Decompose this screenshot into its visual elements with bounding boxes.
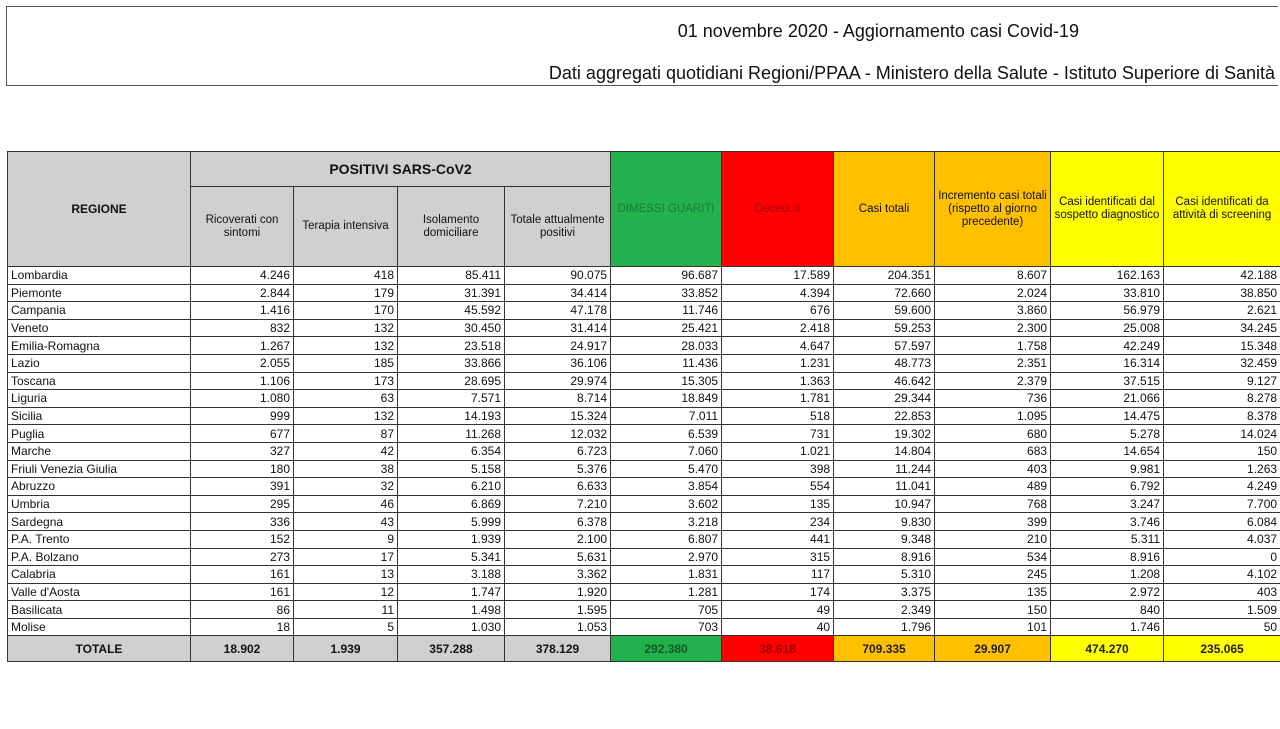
table-row — [8, 354, 1280, 372]
table-cell: 45.592 — [398, 302, 505, 320]
table-cell: 1.267 — [191, 337, 294, 355]
report-header — [6, 6, 1278, 86]
table-cell: 2.300 — [935, 319, 1051, 337]
region-name: Basilicata — [8, 601, 191, 619]
table-cell: 31.391 — [398, 284, 505, 302]
table-cell: 59.600 — [834, 302, 935, 320]
table-cell: 7.011 — [611, 407, 722, 425]
table-cell: 273 — [191, 548, 294, 566]
table-cell: 18 — [191, 618, 294, 636]
region-name: Campania — [8, 302, 191, 320]
table-cell: 1.796 — [834, 618, 935, 636]
table-cell: 6.633 — [505, 478, 611, 496]
table-cell: 7.571 — [398, 390, 505, 408]
table-cell: 47.178 — [505, 302, 611, 320]
table-cell: 2.972 — [1051, 583, 1164, 601]
table-cell: 9.830 — [834, 513, 935, 531]
table-cell: 1.416 — [191, 302, 294, 320]
table-cell: 8.378 — [1164, 407, 1280, 425]
col-header-sospetto-diagnostico: Casi identificati dal sospetto diagnostico — [1051, 152, 1164, 267]
table-cell: 42.249 — [1051, 337, 1164, 355]
table-cell: 315 — [722, 548, 834, 566]
table-cell: 6.792 — [1051, 478, 1164, 496]
table-cell: 489 — [935, 478, 1051, 496]
table-cell: 3.375 — [834, 583, 935, 601]
table-cell: 554 — [722, 478, 834, 496]
region-name: Emilia-Romagna — [8, 337, 191, 355]
total-cell: 18.902 — [191, 636, 294, 662]
region-name: Sicilia — [8, 407, 191, 425]
region-name: P.A. Bolzano — [8, 548, 191, 566]
table-cell: 33.866 — [398, 354, 505, 372]
col-header-totale-positivi: Totale attualmente positivi — [505, 187, 611, 267]
table-cell: 5.631 — [505, 548, 611, 566]
table-cell: 18.849 — [611, 390, 722, 408]
table-cell: 3.362 — [505, 566, 611, 584]
total-cell: 357.288 — [398, 636, 505, 662]
table-cell: 418 — [294, 267, 398, 285]
table-cell: 3.602 — [611, 495, 722, 513]
table-cell: 3.854 — [611, 478, 722, 496]
table-cell: 42 — [294, 442, 398, 460]
table-cell: 11.436 — [611, 354, 722, 372]
table-cell: 1.746 — [1051, 618, 1164, 636]
table-cell: 6.354 — [398, 442, 505, 460]
table-cell: 0 — [1164, 548, 1280, 566]
table-cell: 38 — [294, 460, 398, 478]
region-name: Piemonte — [8, 284, 191, 302]
table-cell: 2.844 — [191, 284, 294, 302]
table-cell: 43 — [294, 513, 398, 531]
table-row — [8, 302, 1280, 320]
table-row — [8, 460, 1280, 478]
table-cell: 46 — [294, 495, 398, 513]
table-cell: 15.305 — [611, 372, 722, 390]
table-cell: 731 — [722, 425, 834, 443]
table-cell: 46.642 — [834, 372, 935, 390]
table-cell: 336 — [191, 513, 294, 531]
table-cell: 174 — [722, 583, 834, 601]
table-cell: 5.278 — [1051, 425, 1164, 443]
table-cell: 1.281 — [611, 583, 722, 601]
table-cell: 703 — [611, 618, 722, 636]
table-cell: 29.344 — [834, 390, 935, 408]
table-cell: 11.041 — [834, 478, 935, 496]
table-cell: 13 — [294, 566, 398, 584]
table-cell: 1.509 — [1164, 601, 1280, 619]
table-cell: 1.021 — [722, 442, 834, 460]
table-cell: 5.376 — [505, 460, 611, 478]
table-cell: 7.210 — [505, 495, 611, 513]
table-row — [8, 390, 1280, 408]
total-cell: 1.939 — [294, 636, 398, 662]
table-cell: 295 — [191, 495, 294, 513]
table-cell: 25.008 — [1051, 319, 1164, 337]
table-cell: 150 — [935, 601, 1051, 619]
table-cell: 16.314 — [1051, 354, 1164, 372]
region-name: Veneto — [8, 319, 191, 337]
table-cell: 1.095 — [935, 407, 1051, 425]
total-cell: 29.907 — [935, 636, 1051, 662]
table-cell: 135 — [722, 495, 834, 513]
table-cell: 117 — [722, 566, 834, 584]
report-title: 01 novembre 2020 - Aggiornamento casi Covid-19 — [677, 21, 1079, 41]
table-cell: 15.348 — [1164, 337, 1280, 355]
region-name: Sardegna — [8, 513, 191, 531]
table-cell: 17 — [294, 548, 398, 566]
table-cell: 179 — [294, 284, 398, 302]
table-cell: 1.231 — [722, 354, 834, 372]
table-cell: 33.810 — [1051, 284, 1164, 302]
region-name: Abruzzo — [8, 478, 191, 496]
table-row — [8, 284, 1280, 302]
table-cell: 1.498 — [398, 601, 505, 619]
table-cell: 234 — [722, 513, 834, 531]
table-row — [8, 372, 1280, 390]
report-subtitle: Dati aggregati quotidiani Regioni/PPAA - Ministero della Salute - Istituto Superiore di Sanità — [548, 63, 1275, 83]
table-row — [8, 601, 1280, 619]
table-cell: 6.869 — [398, 495, 505, 513]
table-cell: 245 — [935, 566, 1051, 584]
table-cell: 1.106 — [191, 372, 294, 390]
table-cell: 5.311 — [1051, 530, 1164, 548]
table-cell: 2.100 — [505, 530, 611, 548]
table-cell: 7.700 — [1164, 495, 1280, 513]
table-cell: 25.421 — [611, 319, 722, 337]
col-header-dimessi-guariti: DIMESSI GUARITI — [611, 152, 722, 267]
col-header-incremento: Incremento casi totali (rispetto al giorno precedente) — [935, 152, 1051, 267]
table-cell: 1.781 — [722, 390, 834, 408]
col-header-screening: Casi identificati da attività di screening — [1164, 152, 1280, 267]
table-cell: 10.947 — [834, 495, 935, 513]
total-cell: 235.065 — [1164, 636, 1280, 662]
table-cell: 5 — [294, 618, 398, 636]
table-cell: 85.411 — [398, 267, 505, 285]
table-cell: 5.158 — [398, 460, 505, 478]
table-cell: 210 — [935, 530, 1051, 548]
table-cell: 9 — [294, 530, 398, 548]
table-cell: 832 — [191, 319, 294, 337]
table-cell: 162.163 — [1051, 267, 1164, 285]
table-cell: 86 — [191, 601, 294, 619]
table-row — [8, 618, 1280, 636]
table-cell: 4.394 — [722, 284, 834, 302]
table-cell: 4.647 — [722, 337, 834, 355]
table-cell: 59.253 — [834, 319, 935, 337]
table-cell: 3.860 — [935, 302, 1051, 320]
table-cell: 50 — [1164, 618, 1280, 636]
table-row — [8, 442, 1280, 460]
table-cell: 48.773 — [834, 354, 935, 372]
table-cell: 17.589 — [722, 267, 834, 285]
table-cell: 736 — [935, 390, 1051, 408]
table-cell: 534 — [935, 548, 1051, 566]
table-cell: 38.850 — [1164, 284, 1280, 302]
table-cell: 8.278 — [1164, 390, 1280, 408]
col-header-casi-totali: Casi totali — [834, 152, 935, 267]
total-cell: 709.335 — [834, 636, 935, 662]
table-cell: 1.747 — [398, 583, 505, 601]
table-cell: 180 — [191, 460, 294, 478]
table-cell: 21.066 — [1051, 390, 1164, 408]
table-cell: 19.302 — [834, 425, 935, 443]
table-cell: 6.807 — [611, 530, 722, 548]
table-cell: 2.349 — [834, 601, 935, 619]
table-cell: 1.263 — [1164, 460, 1280, 478]
col-header-regione: REGIONE — [8, 152, 191, 267]
table-cell: 3.247 — [1051, 495, 1164, 513]
table-cell: 42.188 — [1164, 267, 1280, 285]
table-cell: 72.660 — [834, 284, 935, 302]
table-cell: 4.102 — [1164, 566, 1280, 584]
table-cell: 4.037 — [1164, 530, 1280, 548]
table-cell: 705 — [611, 601, 722, 619]
table-row — [8, 478, 1280, 496]
table-cell: 1.831 — [611, 566, 722, 584]
table-cell: 683 — [935, 442, 1051, 460]
table-cell: 132 — [294, 337, 398, 355]
table-cell: 14.024 — [1164, 425, 1280, 443]
table-cell: 6.378 — [505, 513, 611, 531]
table-cell: 36.106 — [505, 354, 611, 372]
table-cell: 29.974 — [505, 372, 611, 390]
table-cell: 3.218 — [611, 513, 722, 531]
table-cell: 398 — [722, 460, 834, 478]
table-row — [8, 407, 1280, 425]
table-row — [8, 319, 1280, 337]
table-cell: 1.595 — [505, 601, 611, 619]
region-name: Puglia — [8, 425, 191, 443]
table-cell: 37.515 — [1051, 372, 1164, 390]
table-row — [8, 337, 1280, 355]
table-cell: 9.348 — [834, 530, 935, 548]
table-cell: 87 — [294, 425, 398, 443]
table-cell: 677 — [191, 425, 294, 443]
region-name: Calabria — [8, 566, 191, 584]
table-cell: 403 — [1164, 583, 1280, 601]
table-cell: 2.379 — [935, 372, 1051, 390]
table-cell: 57.597 — [834, 337, 935, 355]
table-cell: 4.249 — [1164, 478, 1280, 496]
table-cell: 132 — [294, 319, 398, 337]
table-cell: 2.621 — [1164, 302, 1280, 320]
table-cell: 1.053 — [505, 618, 611, 636]
table-cell: 101 — [935, 618, 1051, 636]
table-cell: 161 — [191, 566, 294, 584]
table-cell: 1.030 — [398, 618, 505, 636]
col-header-terapia-intensiva: Terapia intensiva — [294, 187, 398, 267]
table-row — [8, 530, 1280, 548]
table-cell: 56.979 — [1051, 302, 1164, 320]
table-cell: 204.351 — [834, 267, 935, 285]
table-row — [8, 513, 1280, 531]
table-cell: 28.033 — [611, 337, 722, 355]
table-cell: 9.127 — [1164, 372, 1280, 390]
region-name: Molise — [8, 618, 191, 636]
table-cell: 32 — [294, 478, 398, 496]
table-cell: 40 — [722, 618, 834, 636]
region-name: Toscana — [8, 372, 191, 390]
table-cell: 840 — [1051, 601, 1164, 619]
table-cell: 33.852 — [611, 284, 722, 302]
table-cell: 2.351 — [935, 354, 1051, 372]
table-row — [8, 495, 1280, 513]
table-row — [8, 583, 1280, 601]
table-cell: 327 — [191, 442, 294, 460]
table-cell: 152 — [191, 530, 294, 548]
table-cell: 680 — [935, 425, 1051, 443]
table-cell: 1.208 — [1051, 566, 1164, 584]
total-cell: 474.270 — [1051, 636, 1164, 662]
table-cell: 173 — [294, 372, 398, 390]
table-cell: 11.746 — [611, 302, 722, 320]
table-cell: 8.714 — [505, 390, 611, 408]
col-header-ricoverati: Ricoverati con sintomi — [191, 187, 294, 267]
table-cell: 1.363 — [722, 372, 834, 390]
table-cell: 5.310 — [834, 566, 935, 584]
table-cell: 90.075 — [505, 267, 611, 285]
table-cell: 96.687 — [611, 267, 722, 285]
region-name: Lazio — [8, 354, 191, 372]
table-cell: 6.084 — [1164, 513, 1280, 531]
table-cell: 2.970 — [611, 548, 722, 566]
region-name: P.A. Trento — [8, 530, 191, 548]
table-cell: 2.055 — [191, 354, 294, 372]
table-cell: 185 — [294, 354, 398, 372]
table-cell: 12 — [294, 583, 398, 601]
table-cell: 676 — [722, 302, 834, 320]
table-cell: 8.916 — [1051, 548, 1164, 566]
region-name: Umbria — [8, 495, 191, 513]
table-cell: 7.060 — [611, 442, 722, 460]
table-cell: 24.917 — [505, 337, 611, 355]
table-row — [8, 566, 1280, 584]
table-cell: 3.188 — [398, 566, 505, 584]
table-cell: 4.246 — [191, 267, 294, 285]
table-cell: 30.450 — [398, 319, 505, 337]
region-name: Friuli Venezia Giulia — [8, 460, 191, 478]
table-cell: 22.853 — [834, 407, 935, 425]
total-cell: 292.380 — [611, 636, 722, 662]
table-cell: 403 — [935, 460, 1051, 478]
table-cell: 34.414 — [505, 284, 611, 302]
table-cell: 6.723 — [505, 442, 611, 460]
table-cell: 6.539 — [611, 425, 722, 443]
totals-row — [8, 636, 1280, 662]
table-row — [8, 548, 1280, 566]
region-name: Valle d'Aosta — [8, 583, 191, 601]
table-cell: 2.024 — [935, 284, 1051, 302]
table-cell: 23.518 — [398, 337, 505, 355]
table-cell: 15.324 — [505, 407, 611, 425]
table-cell: 11 — [294, 601, 398, 619]
col-group-positivi: POSITIVI SARS-CoV2 — [191, 152, 611, 187]
col-header-deceduti: Deceduti — [722, 152, 834, 267]
table-cell: 8.607 — [935, 267, 1051, 285]
total-label: TOTALE — [8, 636, 191, 662]
table-cell: 11.244 — [834, 460, 935, 478]
table-cell: 28.695 — [398, 372, 505, 390]
table-cell: 999 — [191, 407, 294, 425]
table-cell: 132 — [294, 407, 398, 425]
table-row — [8, 267, 1280, 285]
table-cell: 34.245 — [1164, 319, 1280, 337]
table-cell: 14.193 — [398, 407, 505, 425]
table-cell: 6.210 — [398, 478, 505, 496]
table-cell: 14.804 — [834, 442, 935, 460]
table-cell: 9.981 — [1051, 460, 1164, 478]
table-cell: 11.268 — [398, 425, 505, 443]
table-cell: 518 — [722, 407, 834, 425]
table-cell: 135 — [935, 583, 1051, 601]
table-cell: 3.746 — [1051, 513, 1164, 531]
table-cell: 5.341 — [398, 548, 505, 566]
region-name: Marche — [8, 442, 191, 460]
table-cell: 1.080 — [191, 390, 294, 408]
total-cell: 38.618 — [722, 636, 834, 662]
table-cell: 441 — [722, 530, 834, 548]
table-cell: 49 — [722, 601, 834, 619]
table-cell: 63 — [294, 390, 398, 408]
table-cell: 1.920 — [505, 583, 611, 601]
table-cell: 14.475 — [1051, 407, 1164, 425]
region-name: Liguria — [8, 390, 191, 408]
table-cell: 170 — [294, 302, 398, 320]
col-header-isolamento: Isolamento domiciliare — [398, 187, 505, 267]
covid-data-table — [7, 151, 1280, 662]
table-cell: 5.470 — [611, 460, 722, 478]
table-cell: 150 — [1164, 442, 1280, 460]
table-cell: 768 — [935, 495, 1051, 513]
table-row — [8, 425, 1280, 443]
table-cell: 5.999 — [398, 513, 505, 531]
total-cell: 378.129 — [505, 636, 611, 662]
table-cell: 161 — [191, 583, 294, 601]
table-cell: 1.939 — [398, 530, 505, 548]
table-cell: 1.758 — [935, 337, 1051, 355]
table-cell: 399 — [935, 513, 1051, 531]
table-cell: 8.916 — [834, 548, 935, 566]
region-name: Lombardia — [8, 267, 191, 285]
table-cell: 31.414 — [505, 319, 611, 337]
table-cell: 2.418 — [722, 319, 834, 337]
table-cell: 32.459 — [1164, 354, 1280, 372]
table-cell: 12.032 — [505, 425, 611, 443]
table-cell: 391 — [191, 478, 294, 496]
table-cell: 14.654 — [1051, 442, 1164, 460]
